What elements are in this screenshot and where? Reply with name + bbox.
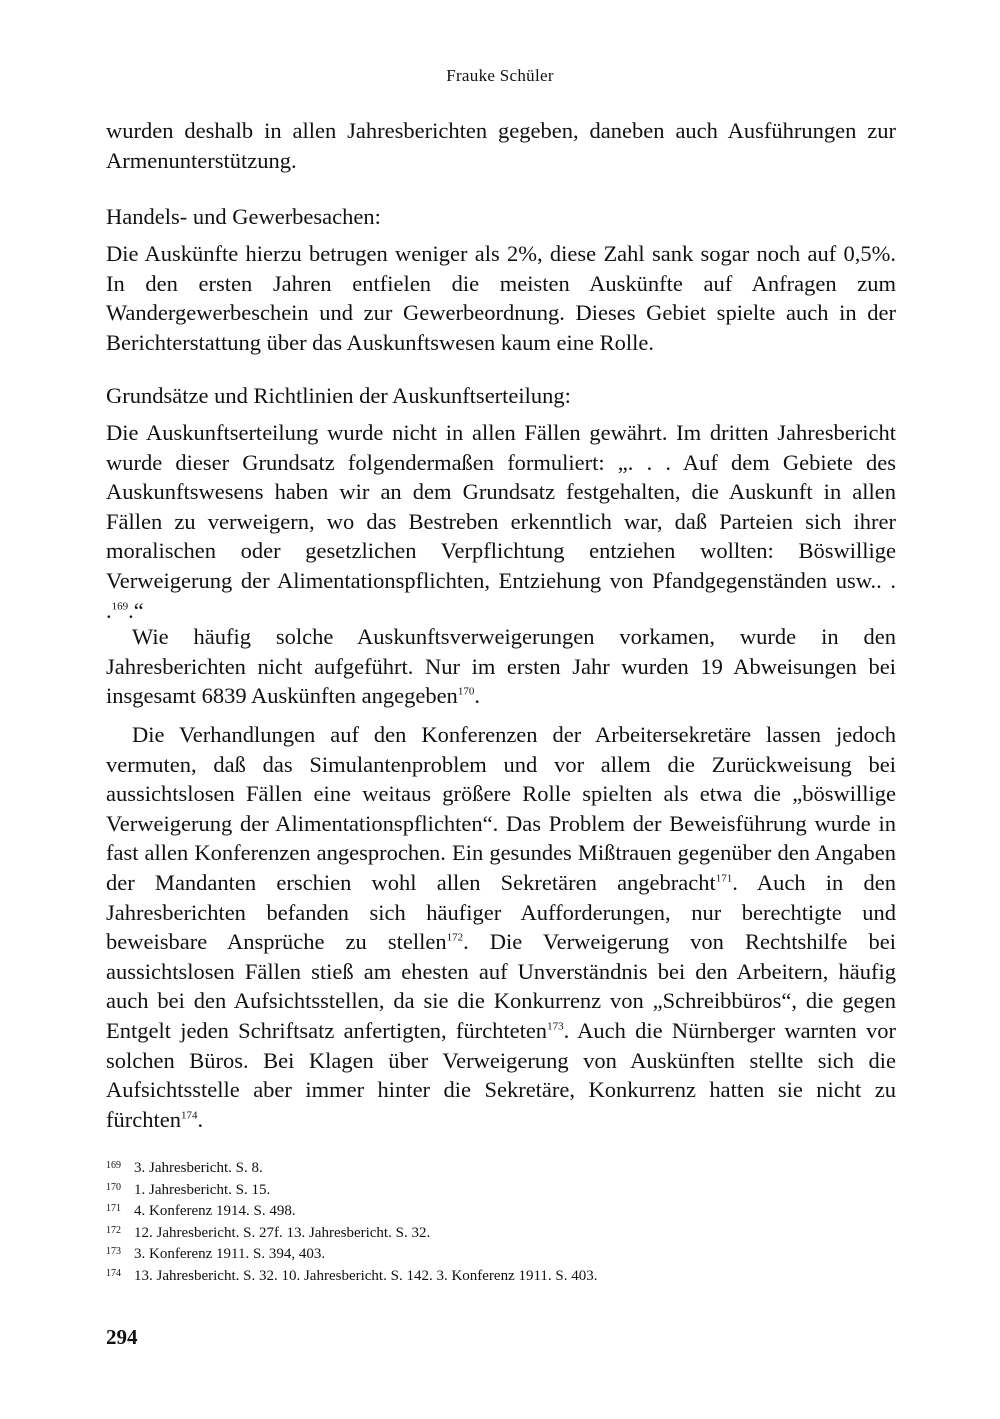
section-grundsaetze-body	[106, 418, 896, 625]
footnote-item	[106, 1244, 896, 1266]
paragraph-text: . Die Verweigerung von Rechtshilfe bei aussichtslosen Fällen stieß am ehesten auf Unverständnis bei den Arbeitern, häufig auch bei den Aufsichtsstellen, da sie die Konkurrenz von „Schreibbüros“, die gegen Entgelt jeden Schriftsatz anfertigten, fürchteten	[106, 929, 896, 1043]
paragraph-grundsaetze	[106, 418, 896, 625]
paragraph-block-3	[106, 622, 896, 711]
paragraph-continuation: wurden deshalb in allen Jahresberichten gegeben, daneben auch Ausführungen zur Armenunterstützung.	[106, 118, 896, 173]
paragraph-text-end: .	[197, 1106, 204, 1132]
footnote-item	[106, 1266, 896, 1288]
footnote-number: 173	[106, 1246, 121, 1258]
footnote-ref: 172	[446, 931, 464, 944]
page-number: 294	[106, 1325, 138, 1349]
footnote-text: 12. Jahresbericht. S. 27f. 13. Jahresbericht. S. 32.	[134, 1224, 431, 1241]
footnote-text: 1. Jahresbericht. S. 15.	[134, 1181, 271, 1198]
footnote-item	[106, 1223, 896, 1245]
footnote-text: 3. Jahresbericht. S. 8.	[134, 1160, 263, 1176]
footnote-text: 3. Konferenz 1911. S. 394, 403.	[134, 1246, 326, 1263]
footnote-number: 174	[106, 1267, 121, 1279]
footnotes	[106, 1158, 896, 1288]
footnote-item	[106, 1180, 896, 1202]
paragraph-text: . Auch die Nürnberger warnten vor solchen Büros. Bei Klagen über Verweigerung von Auskünften stellte sich die Aufsichtsstelle aber immer hinter die Sekretäre, Konkurrenz hatten sie nicht zu fürchten	[106, 1017, 896, 1132]
footnote-ref: 174	[180, 1109, 198, 1122]
footnote-ref: 173	[547, 1020, 564, 1033]
footnote-number: 169	[106, 1160, 121, 1171]
paragraph-text: Die Auskunftserteilung wurde nicht in allen Fällen gewährt. Im dritten Jahresbericht wurde dieser Grundsatz folgendermaßen formuliert: „. . . Auf dem Gebiete des Auskunftswesens haben wir an dem Grundsatz festgehalten, die Auskunft in allen Fällen zu verweigern, wo das Bestreben erkenntlich war, daß Parteien sich ihrer moralischen oder gesetzlichen Verpflichtung entziehen wollten: Böswillige Verweigerung der Alimentationspflichten, Entziehung von Pfandgegenständen usw.. . .	[106, 420, 896, 623]
footnote-ref: 170	[457, 685, 475, 698]
section-handel	[106, 202, 896, 232]
paragraph-text: Die Verhandlungen auf den Konferenzen der Arbeitersekretäre lassen jedoch vermuten, daß das Simulantenproblem und vor allem die Zurückweisung bei aussichtslosen Fällen eine weitaus größere Rolle spielten als etwa die „böswillige Verweigerung der Alimentationspflichten“. Das Problem der Beweisführung wurde in fast allen Konferenzen angesprochen. Ein gesundes Mißtrauen gegenüber den Angaben der Mandanten erschien wohl allen Sekretären angebracht	[106, 722, 896, 895]
footnote-number: 171	[106, 1203, 121, 1215]
paragraph-text-end: .“	[128, 597, 144, 623]
paragraph-verweigerungen	[106, 622, 896, 711]
paragraph-text: . Auch in den Jahresberichten befanden sich häufiger Aufforderungen, nur berechtigte und beweisbare Ansprüche zu stellen	[106, 869, 896, 955]
footnote-item	[106, 1201, 896, 1223]
footnote-ref: 169	[111, 600, 129, 613]
paragraph-block-4	[106, 720, 896, 1134]
footnote-ref: 171	[715, 872, 733, 885]
footnote-item	[106, 1158, 896, 1180]
paragraph-verhandlungen	[106, 720, 896, 1134]
footnote-number: 172	[106, 1224, 121, 1236]
running-header: Frauke Schüler	[446, 66, 554, 85]
section-handel-body	[106, 239, 896, 357]
section-heading-grundsaetze: Grundsätze und Richtlinien der Auskunftserteilung:	[106, 383, 571, 408]
paragraph-handel: Die Auskünfte hierzu betrugen weniger als 2%, diese Zahl sank sogar noch auf 0,5%. In den ersten Jahren entfielen die meisten Auskünfte auf Anfragen zum Wandergewerbeschein und zur Gewerbeordnung. Dieses Gebiet spielte auch in der Berichterstattung über das Auskunftswesen kaum eine Rolle.	[106, 241, 896, 355]
footnote-text: 13. Jahresbericht. S. 32. 10. Jahresbericht. S. 142. 3. Konferenz 1911. S. 403.	[134, 1267, 598, 1284]
footnote-number: 170	[106, 1181, 121, 1193]
section-grundsaetze	[106, 381, 896, 411]
paragraph-text: Wie häufig solche Auskunftsverweigerungen vorkamen, wurde in den Jahresberichten nicht aufgeführt. Nur im ersten Jahr wurden 19 Abweisungen bei insgesamt 6839 Auskünften angegeben	[106, 624, 896, 709]
section-heading-handel: Handels- und Gewerbesachen:	[106, 204, 381, 229]
footnote-text: 4. Konferenz 1914. S. 498.	[134, 1203, 296, 1220]
paragraph-text-end: .	[474, 683, 480, 709]
main-text-block	[106, 116, 896, 175]
